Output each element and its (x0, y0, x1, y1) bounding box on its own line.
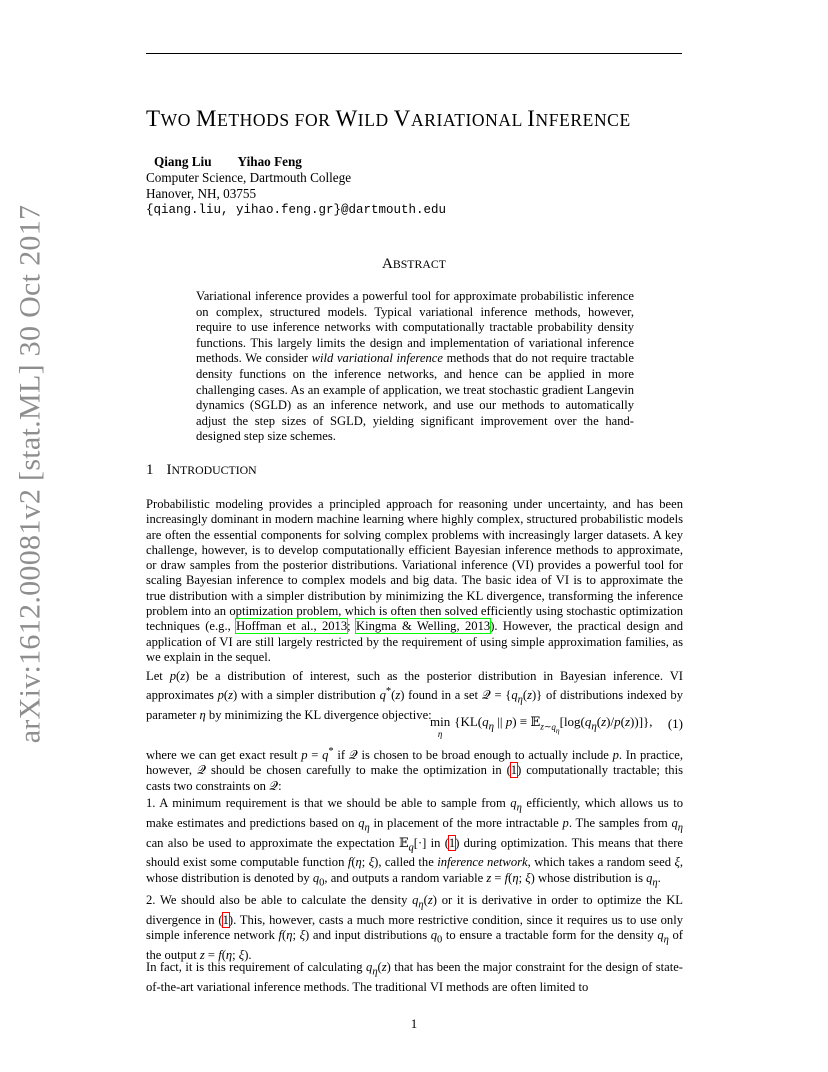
intro-paragraph-1: Probabilistic modeling provides a principled approach for reasoning under uncertainty, and has been increasingly dominant in modern machine learning where highly complex, structured probabilistic models are often the essential components for solving complex problems with increasingly larger datasets. A key challenge, however, is to develop computationally efficient Bayesian inference methods to approximate, or draw samples from the posterior distributions. Variational inference (VI) provides a powerful tool for scaling Bayesian inference to complex models and big data. The basic idea of VI is to approximate the true distribution with a simpler distribution by minimizing the KL divergence, transforming the inference problem into an optimization problem, which is often then solved efficiently using stochastic optimization techniques (e.g., Hoffman et al., 2013; Kingma & Welling, 2013). However, the practical design and application of VI are still largely restricted by the requirement of using simple approximation families, as we explain in the sequel. (146, 497, 683, 664)
citation-link[interactable]: Hoffman et al., 2013 (236, 619, 348, 634)
author-block (146, 154, 447, 218)
author-name: Yihao Feng (237, 154, 302, 169)
intro-paragraph-3: where we can get exact result p = q* if 𝒬 is chosen to be broad enough to actually include p. In practice, however, 𝒬 should be chosen carefully to make the optimization in (1) computationally tractable; this casts two constraints on 𝒬: (146, 746, 684, 793)
section-heading: 1 INTRODUCTION (146, 462, 257, 478)
paper-title: TWO METHODS FOR WILD VARIATIONAL INFERENCE (146, 106, 631, 131)
equation-ref-link[interactable]: 1 (510, 763, 518, 778)
abstract-heading: ABSTRACT (382, 256, 446, 272)
requirement-item-1: 1. A minimum requirement is that we should be able to sample from $q_\eta$ efficiently, which allows us to make estimates and predictions based on $q_\eta$ in placement of the more intractable p. The samples from $q_\eta$ can also be used to approximate the expectation 𝔼$_q$[·] in (1) during optimization. This means that there should exist some computable function f(η; ξ), called the inference network, which takes a random seed ξ, whose distribution is denoted by $q_0$, and outputs a random variable z = f(η; ξ) whose distribution is $q_\eta$. (146, 796, 683, 889)
email: {qiang.liu, yihao.feng.gr}@dartmouth.edu (146, 203, 447, 217)
page-number: 1 (410, 1016, 418, 1031)
author-name: Qiang Liu (154, 154, 212, 169)
equation-ref-link[interactable]: 1 (448, 835, 456, 850)
arxiv-stamp: arXiv:1612.00081v2 [stat.ML] 30 Oct 2017 (13, 204, 47, 744)
intro-paragraph-2: Let p(z) be a distribution of interest, such as the posterior distribution in Bayesian inference. VI approximates p(z) with a simpler distribution q*(z) found in a set 𝒬 = $\{q_\eta(z)\}$ of distributions indexed by parameter η by minimizing the KL divergence objective: (146, 669, 683, 723)
top-rule (146, 53, 682, 54)
requirement-item-2: 2. We should also be able to calculate the density $q_\eta(z)$ or it is derivative in order to optimize the KL divergence in (1). This, however, casts a much more restrictive condition, since it requires us to use only simple inference network f(η; ξ) and input distributions $q_0$ to ensure a tractable form for the density $q_\eta$ of the output z = f(η; ξ). (146, 893, 683, 962)
equation-label: (1) (667, 716, 683, 731)
citation-link[interactable]: Kingma & Welling, 2013 (356, 619, 491, 634)
intro-paragraph-4: In fact, it is this requirement of calculating $q_\eta(z)$ that has been the major constraint for the design of state-of-the-art variational inference methods. The traditional VI methods are often limited to (146, 960, 683, 994)
address: Hanover, NH, 03755 (146, 186, 257, 201)
affiliation: Computer Science, Dartmouth College (146, 170, 352, 185)
abstract-text: Variational inference provides a powerful tool for approximate probabilistic inference on complex, structured models. Typical variational inference methods, however, require to use inference networks with computationally tractable probability density functions. This largely limits the design and implementation of variational inference methods. We consider wild variational inference methods that do not require tractable density functions on the inference networks, and hence can be applied in more challenging cases. As an example of application, we treat stochastic gradient Langevin dynamics (SGLD) as an inference network, and use our methods to automatically adjust the step sizes of SGLD, yielding significant improvement over the hand-designed step size schemes. (196, 289, 634, 444)
equation-ref-link[interactable]: 1 (222, 912, 229, 927)
equation-1: min η {$KL(q_\eta$ || $p) \equiv 𝔼_{z\sim q_\eta}[\log(q_\eta(z)/p(z))]$}, (1) (430, 714, 683, 739)
